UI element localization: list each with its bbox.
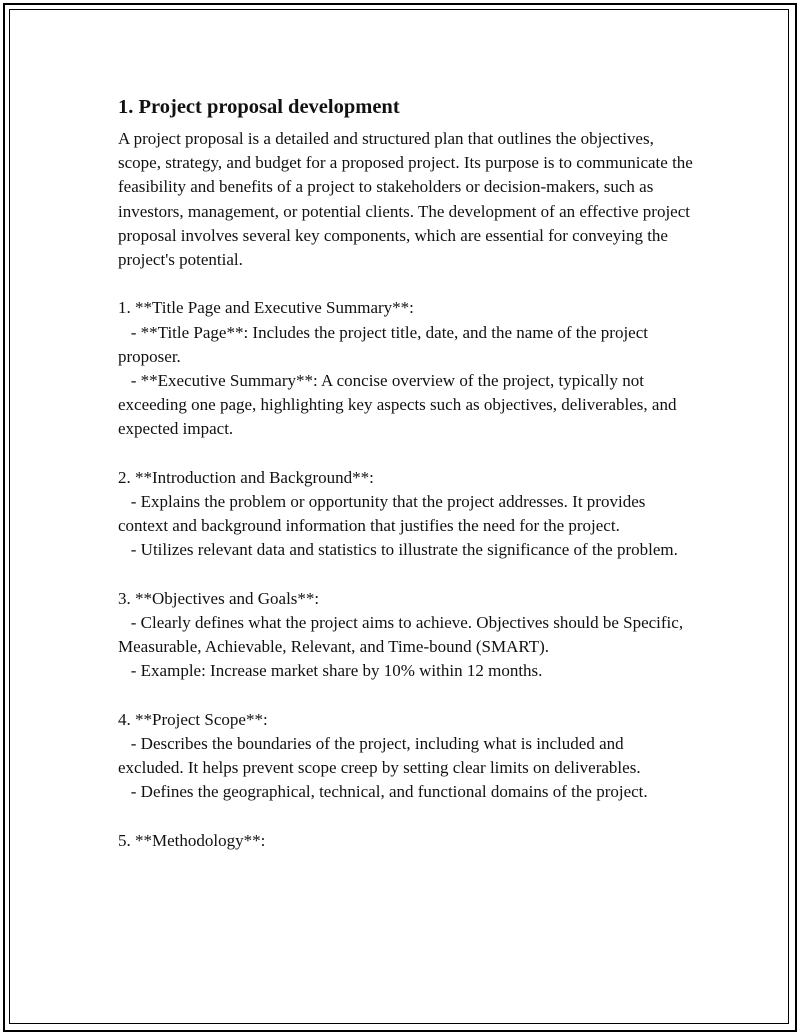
document-heading: 1. Project proposal development	[118, 96, 400, 118]
section-scope	[118, 708, 693, 805]
section-title: 4. **Project Scope**:	[118, 709, 268, 729]
section-title-page	[118, 296, 693, 441]
section-title: 1. **Title Page and Executive Summary**:	[118, 298, 414, 318]
section-methodology	[118, 829, 693, 853]
section-title: 5. **Methodology**:	[118, 830, 266, 850]
section-item: - Describes the boundaries of the project, including what is included and excluded. It helps prevent scope creep by setting clear limits on deliverables.	[118, 734, 641, 778]
document-body	[118, 93, 698, 853]
section-introduction	[118, 466, 693, 563]
section-objectives	[118, 587, 693, 684]
section-item: - Explains the problem or opportunity that the project addresses. It provides context and background information that justifies the need for the project.	[118, 492, 650, 536]
section-item: - Defines the geographical, technical, and functional domains of the project.	[118, 782, 648, 802]
section-item: - Utilizes relevant data and statistics to illustrate the significance of the problem.	[118, 540, 678, 560]
section-item: - Clearly defines what the project aims to achieve. Objectives should be Specific, Measurable, Achievable, Relevant, and Time-bound (SMART).	[118, 613, 688, 657]
spacer	[118, 805, 693, 829]
spacer	[118, 442, 693, 466]
spacer	[118, 272, 693, 296]
section-title: 3. **Objectives and Goals**:	[118, 588, 320, 608]
spacer	[118, 684, 693, 708]
spacer	[118, 563, 693, 587]
section-title: 2. **Introduction and Background**:	[118, 467, 374, 487]
intro-paragraph: A project proposal is a detailed and structured plan that outlines the objectives, scope, strategy, and budget for a proposed project. Its purpose is to communicate the feasibility and benefits of a project to stakeholders or decision-makers, such as investors, management, or potential clients. The development of an effective project proposal involves several key components, which are essential for conveying the project's potential.	[118, 129, 698, 270]
section-item: - **Title Page**: Includes the project title, date, and the name of the project proposer.	[118, 322, 653, 366]
section-item: - **Executive Summary**: A concise overview of the project, typically not exceeding one page, highlighting key aspects such as objectives, deliverables, and expected impact.	[118, 371, 681, 439]
section-item: - Example: Increase market share by 10% within 12 months.	[118, 661, 543, 681]
